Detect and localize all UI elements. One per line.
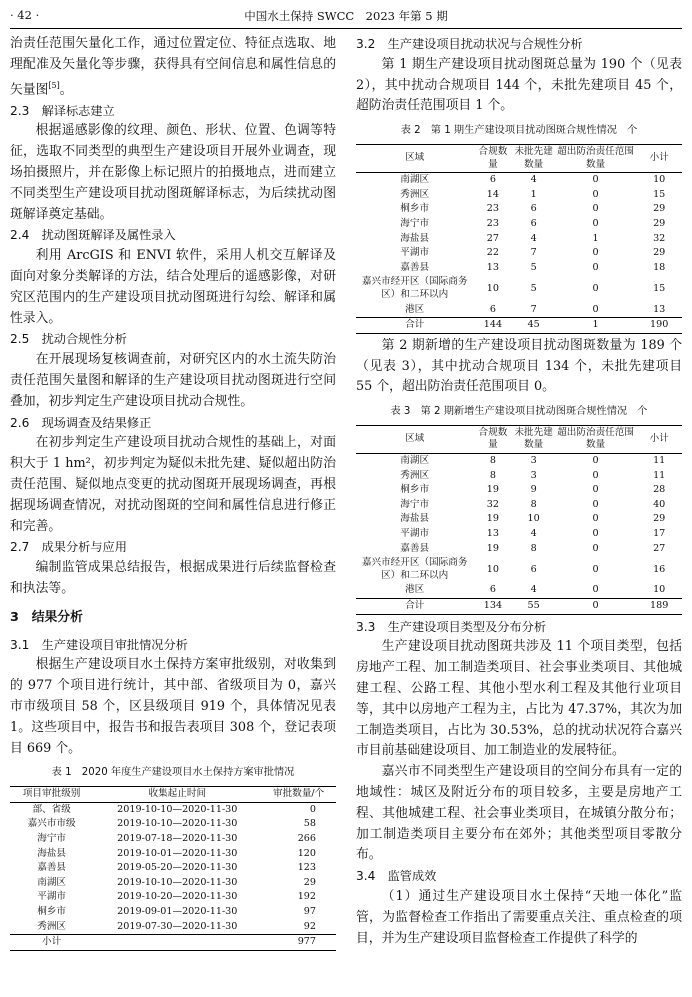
table-cell: 192 — [297, 891, 316, 903]
table-cell: 10 — [653, 174, 666, 186]
left-column — [10, 34, 336, 951]
table-cell: 6 — [530, 217, 537, 229]
table-cell: 32 — [653, 232, 666, 244]
right-column — [356, 34, 682, 949]
table-cell: 桐乡市 — [37, 905, 67, 917]
table-cell: 14 — [486, 188, 500, 200]
table-cell — [93, 935, 261, 951]
table-row — [356, 202, 682, 217]
table-row — [356, 188, 682, 203]
table-cell: 0 — [592, 303, 599, 315]
table-row — [10, 920, 336, 935]
table2-header: 未批先建数量 — [512, 144, 554, 172]
table-cell: 0 — [592, 174, 599, 186]
table-cell: 8 — [489, 469, 496, 481]
table-cell: 32 — [486, 498, 500, 510]
table3-body — [356, 454, 682, 615]
table-cell: 123 — [297, 862, 316, 874]
table-cell: 5 — [530, 261, 537, 273]
table-row — [356, 232, 682, 247]
table-cell: 13 — [653, 303, 666, 315]
table-cell: 6 — [530, 203, 537, 215]
table-cell: 190 — [636, 318, 682, 334]
table-cell: 29 — [303, 876, 316, 888]
table-cell: 15 — [653, 282, 666, 294]
table2 — [356, 144, 682, 334]
table-cell: 桐乡市 — [400, 203, 430, 215]
table-cell: 0 — [592, 513, 599, 525]
table-cell: 0 — [592, 247, 599, 259]
section-2-5-title: 2.5 扰动合规性分析 — [10, 332, 127, 347]
table-cell: 2019-10-10—2020-11-30 — [117, 803, 238, 815]
table-row — [10, 905, 336, 920]
table-cell: 13 — [486, 261, 500, 273]
section-2-3-title: 2.3 解译标志建立 — [10, 103, 115, 118]
table-cell: 27 — [486, 232, 500, 244]
table-row — [356, 303, 682, 318]
table2-header: 小计 — [636, 144, 682, 172]
table1-body — [10, 802, 336, 950]
table1-header: 项目审批级别 — [10, 787, 93, 803]
table-cell: 7 — [530, 247, 537, 259]
table-row — [10, 817, 336, 832]
citation: [5] — [48, 80, 60, 90]
table-cell: 4 — [530, 528, 537, 540]
table-row — [356, 454, 682, 469]
table-cell: 0 — [309, 803, 316, 815]
table-cell: 45 — [512, 318, 554, 334]
table-cell: 7 — [530, 303, 537, 315]
table-cell: 19 — [486, 542, 500, 554]
table-cell: 平湖市 — [400, 528, 430, 540]
section-3-2-title: 3.2 生产建设项目扰动状况与合规性分析 — [356, 37, 583, 51]
section-2-3-text: 根据遥感影像的纹理、颜色、形状、位置、色调等特征，选取不同类型的典型生产建设项目开展外业调查，现场拍摄照片，并在影像上标记照片的拍摄地点，进而建立不同类型生产建设项目扰动图斑解译标志，为后续扰动图斑解译奠定基础。 — [10, 123, 336, 222]
table-row — [10, 876, 336, 891]
section-3-title: 3 结果分析 — [10, 609, 83, 625]
table-row — [10, 890, 336, 905]
table-cell: 秀洲区 — [400, 469, 430, 481]
table-cell: 23 — [486, 217, 500, 229]
table-cell: 海盐县 — [400, 513, 430, 525]
table-cell: 2019-10-10—2020-11-30 — [117, 876, 238, 888]
table-cell: 266 — [297, 832, 316, 844]
journal-title: 中国水土保持 SWCC 2023 年第 5 期 — [244, 9, 448, 23]
table-cell: 小计 — [10, 935, 93, 951]
table-cell: 2019-07-18—2020-11-30 — [117, 832, 238, 844]
table-cell: 6 — [489, 174, 496, 186]
table-cell: 134 — [473, 599, 512, 615]
table-cell: 92 — [303, 920, 316, 932]
table1-header: 收集起止时间 — [93, 787, 261, 803]
table-cell: 58 — [303, 818, 316, 830]
table3 — [356, 425, 682, 615]
table-cell: 18 — [653, 261, 666, 273]
table-cell: 10 — [653, 584, 666, 596]
table-cell: 15 — [653, 188, 666, 200]
table-cell: 27 — [653, 542, 666, 554]
table-row — [356, 556, 682, 583]
table-cell: 10 — [486, 282, 500, 294]
table-cell: 嘉兴市市级 — [27, 818, 76, 830]
table-cell: 0 — [592, 282, 599, 294]
table-total-row — [10, 935, 336, 951]
table-row — [356, 217, 682, 232]
table-cell: 0 — [592, 217, 599, 229]
table1-header: 审批数量/个 — [261, 787, 336, 803]
section-3-1-title: 3.1 生产建设项目审批情况分析 — [10, 637, 188, 652]
table-cell: 13 — [486, 528, 500, 540]
table-cell: 17 — [653, 528, 666, 540]
table-cell: 19 — [486, 513, 500, 525]
table1-caption: 表 1 2020 年度生产建设项目水土保持方案审批情况 — [51, 767, 295, 779]
table-cell: 嘉善县 — [400, 261, 430, 273]
table3-header: 区域 — [356, 425, 473, 453]
section-3-3-text: 生产建设项目扰动图斑共涉及 11 个项目类型，包括房地产工程、加工制造类项目、社会事业类项目、其他城建工程、公路工程、其他小型水利工程及其他行业项目等，其中以房地产工程为主，占比为 47.37%，其次为加工制造类项目，占比为 30.53%，总的扰动状况符合嘉兴市目前基础建设项目、加工制造业的发展特征。 — [356, 639, 682, 759]
table1 — [10, 786, 336, 951]
table3-header: 超出防治责任范围数量 — [555, 425, 637, 453]
table3-header: 小计 — [636, 425, 682, 453]
table2-body — [356, 173, 682, 334]
table-row — [356, 498, 682, 513]
table-cell: 8 — [530, 542, 537, 554]
section-3-4-text: （1）通过生产建设项目水土保持“天地一体化”监管，为监督检查工作指出了需要重点关注、重点检查的项目，并为生产建设项目监督检查工作提供了科学的 — [356, 888, 682, 946]
table-row — [356, 483, 682, 498]
table-cell: 3 — [530, 469, 537, 481]
table2-caption: 表 2 第 1 期生产建设项目扰动图斑合规性情况 个 — [400, 125, 638, 137]
table-cell: 嘉兴市经开区（国际商务区）和二环以内 — [361, 276, 468, 300]
section-2-6-title: 2.6 现场调查及结果修正 — [10, 415, 152, 430]
section-2-4-title: 2.4 扰动图斑解译及属性录入 — [10, 228, 176, 243]
table-cell: 97 — [303, 905, 316, 917]
section-2-7-title: 2.7 成果分析与应用 — [10, 540, 127, 555]
section-3-3-title: 3.3 生产建设项目类型及分布分析 — [356, 619, 547, 634]
table-cell: 19 — [486, 484, 500, 496]
table-row — [356, 527, 682, 542]
table-cell: 11 — [653, 455, 666, 467]
section-3-2-text: 第 1 期生产建设项目扰动图斑总量为 190 个（见表 2），其中扰动合规项目 144 个，未批先建项目 45 个，超防治责任范围项目 1 个。 — [356, 56, 682, 114]
table-cell: 南湖区 — [400, 455, 430, 467]
section-2-6-text: 在初步判定生产建设项目扰动合规性的基础上，对面积大于 1 hm²，初步判定为疑似未批先建、疑似超出防治责任范围、疑似地点变更的扰动图斑开展现场调查，再根据现场调查情况，对扰动图斑的空间和属性信息进行修正和完善。 — [10, 435, 336, 534]
section-2-5-text: 在开展现场复核调查前，对研究区内的水土流失防治责任范围矢量图和解译的生产建设项目扰动图斑进行空间叠加，初步判定生产建设项目扰动合规性。 — [10, 352, 336, 409]
table-cell: 嘉善县 — [37, 862, 67, 874]
table-cell: 桐乡市 — [400, 484, 430, 496]
table-cell: 南湖区 — [400, 174, 430, 186]
table-cell: 4 — [530, 584, 537, 596]
table-cell: 平湖市 — [400, 247, 430, 259]
table-cell: 0 — [592, 484, 599, 496]
table-cell: 2019-10-01—2020-11-30 — [117, 847, 238, 859]
table3-header: 未批先建数量 — [512, 425, 554, 453]
table-cell: 海盐县 — [400, 232, 430, 244]
table-cell: 8 — [489, 455, 496, 467]
table-cell: 2019-07-30—2020-11-30 — [117, 920, 238, 932]
table-cell: 8 — [530, 498, 537, 510]
section-2-4-text: 利用 ArcGIS 和 ENVI 软件，采用人机交互解译及面向对象分类解译的方法，结合处理后的遥感影像，对研究区范围内的生产建设项目扰动图斑进行勾绘、解译和属性录入。 — [10, 248, 336, 326]
table-cell: 29 — [653, 513, 666, 525]
table-row — [10, 861, 336, 876]
section-2-7-text: 编制监管成果总结报告，根据成果进行后续监督检查和执法等。 — [10, 560, 336, 596]
table-cell: 2019-10-10—2020-11-30 — [117, 818, 238, 830]
table2-header: 合规数量 — [473, 144, 512, 172]
table-cell: 0 — [592, 584, 599, 596]
table-cell: 0 — [592, 542, 599, 554]
table-cell: 合计 — [356, 599, 473, 615]
table-cell: 977 — [261, 935, 336, 951]
table-cell: 嘉善县 — [400, 542, 430, 554]
table-cell: 海宁市 — [400, 498, 430, 510]
table-cell: 0 — [592, 498, 599, 510]
table-cell: 2019-05-20—2020-11-30 — [117, 862, 238, 874]
table-cell: 0 — [592, 261, 599, 273]
table-cell: 港区 — [405, 584, 425, 596]
header-rule — [10, 28, 682, 29]
table-row — [356, 275, 682, 302]
table-cell: 22 — [486, 247, 500, 259]
table-cell: 16 — [653, 563, 666, 575]
table-cell: 港区 — [405, 303, 425, 315]
table-cell: 平湖市 — [37, 891, 67, 903]
table-cell: 秀洲区 — [400, 188, 430, 200]
table-row — [10, 832, 336, 847]
table-cell: 合计 — [356, 318, 473, 334]
table-cell: 6 — [489, 303, 496, 315]
table-cell: 南湖区 — [37, 876, 67, 888]
table-cell: 0 — [592, 469, 599, 481]
table-row — [356, 542, 682, 557]
table-cell: 5 — [530, 282, 537, 294]
table-cell: 0 — [592, 455, 599, 467]
table-cell: 3 — [530, 455, 537, 467]
table-row — [356, 512, 682, 527]
table-row — [356, 246, 682, 261]
table-cell: 部、省级 — [32, 803, 71, 815]
table-cell: 6 — [530, 563, 537, 575]
table-total-row — [356, 318, 682, 334]
table-cell: 4 — [530, 232, 537, 244]
table-cell: 29 — [653, 217, 666, 229]
table-cell: 嘉兴市经开区（国际商务区）和二环以内 — [361, 557, 468, 581]
table-cell: 29 — [653, 203, 666, 215]
table-row — [356, 173, 682, 188]
table-cell: 144 — [473, 318, 512, 334]
table-cell: 秀洲区 — [37, 920, 67, 932]
section-3-3-text-2: 嘉兴市不同类型生产建设项目的空间分布具有一定的地域性：城区及附近分布的项目较多，主要是房地产工程、其他城建工程、社会事业类项目，在城镇分散分布；加工制造类项目主要分布在郊外；其他类型项目零散分布。 — [356, 764, 682, 863]
table-cell: 0 — [592, 203, 599, 215]
table-cell: 0 — [592, 528, 599, 540]
table-row — [10, 802, 336, 817]
table2-header: 区域 — [356, 144, 473, 172]
table-cell: 120 — [297, 847, 316, 859]
table-cell: 189 — [636, 599, 682, 615]
table-cell: 2019-09-01—2020-11-30 — [117, 905, 238, 917]
table-cell: 55 — [512, 599, 554, 615]
table3-header: 合规数量 — [473, 425, 512, 453]
table-cell: 1 — [555, 318, 637, 334]
table-cell: 0 — [592, 188, 599, 200]
table-cell: 23 — [486, 203, 500, 215]
table-total-row — [356, 599, 682, 615]
table-cell: 29 — [653, 247, 666, 259]
section-3-1-text: 根据生产建设项目水土保持方案审批级别，对收集到的 977 个项目进行统计，其中部、省级项目为 0，嘉兴市市级项目 58 个，区县级项目 919 个，具体情况见表 1。这些项目中，报告书和报告表项目 308 个，登记表项目 669 个。 — [10, 657, 336, 756]
table-cell: 28 — [653, 484, 666, 496]
table-cell: 海宁市 — [37, 832, 67, 844]
page-number: · 42 · — [10, 8, 40, 22]
table-cell: 10 — [486, 563, 500, 575]
table-cell: 6 — [489, 584, 496, 596]
table-cell: 0 — [592, 563, 599, 575]
table-cell: 海盐县 — [37, 847, 67, 859]
table-row — [356, 261, 682, 276]
table-row — [356, 583, 682, 598]
table-cell: 9 — [530, 484, 537, 496]
table-cell: 4 — [530, 174, 537, 186]
paragraph-intro: 治责任范围矢量化工作，通过位置定位、特征点选取、地理配准及矢量化等步骤，获得具有空间信息和属性信息的矢量图[5]。 — [10, 36, 336, 97]
table-cell: 1 — [592, 232, 599, 244]
table-cell: 0 — [555, 599, 637, 615]
table2-header: 超出防治责任范围数量 — [555, 144, 637, 172]
section-3-4-title: 3.4 监管成效 — [356, 869, 437, 884]
table-cell: 10 — [527, 513, 540, 525]
table-cell: 1 — [530, 188, 537, 200]
table-row — [10, 847, 336, 862]
table-cell: 11 — [653, 469, 666, 481]
page-header — [10, 4, 682, 26]
table-cell: 2019-10-20—2020-11-30 — [117, 891, 238, 903]
table-cell: 40 — [653, 498, 666, 510]
table3-caption: 表 3 第 2 期新增生产建设项目扰动图斑合规性情况 个 — [390, 406, 648, 418]
table-cell: 海宁市 — [400, 217, 430, 229]
table-row — [356, 469, 682, 484]
section-3-2-text-2: 第 2 期新增的生产建设项目扰动图斑数量为 189 个（见表 3），其中扰动合规项目 134 个，未批先建项目 55 个，超出防治责任范围项目 0。 — [356, 337, 682, 395]
